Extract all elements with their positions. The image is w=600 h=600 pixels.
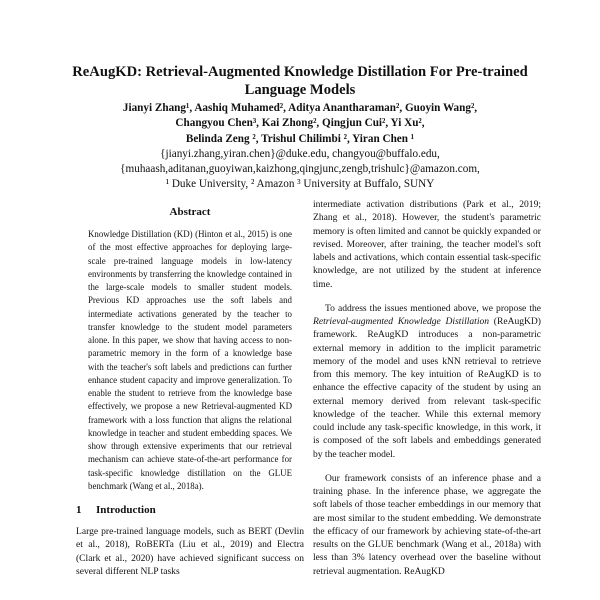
paper-title [40, 63, 560, 99]
author-line-2: Changyou Chen³, Kai Zhong², Qingjun Cui², Yi Xu², [175, 117, 425, 130]
abstract-heading: Abstract [169, 206, 211, 218]
section-1-heading [76, 503, 304, 517]
author-block [40, 101, 560, 193]
title-line-1: ReAugKD: Retrieval-Augmented Knowledge Distillation For Pre-trained [72, 64, 528, 80]
para2-rest: (ReAugKD) framework. ReAugKD introduces a non-parametric external memory in addition to the implicit parametric memory of the model and uses kNN retrieval to retrieve from this memory. The key intuition of ReAugKD is to enhance the effective capacity of the student by using an external memory derived from relevant task-specific knowledge of the teacher. While this external memory could include any task-specific knowledge, in this work, it is composed of the soft labels and embeddings generated by the teacher model. [313, 316, 541, 460]
para2-lead: To address the issues mentioned above, we propose the [325, 302, 541, 314]
framework-name: Retrieval-augmented Knowledge Distillation [313, 316, 490, 327]
abstract-text: Knowledge Distillation (KD) (Hinton et al., 2015) is one of the most effective approaches for deploying large-scale pre-trained language models in low-latency environments by transferring the knowledge contained in the large-scale models to smaller student models. Previous KD approaches use the soft labels and intermediate activations generated by the teacher to transfer knowledge to the student model parameters alone. In this paper, we show that having access to non-parametric memory in the form of a knowledge base with the teacher's soft labels and predictions can further enhance student capacity and improve generalization. To enable the student to retrieve from the knowledge base effectively, we propose a new Retrieval-augmented KD framework with a loss function that aligns the relational knowledge in teacher and student embedding spaces. We show through extensive experiments that our retrieval mechanism can achieve state-of-the-art performance for task-specific knowledge distillation on the GLUE benchmark (Wang et al., 2018a). [88, 229, 292, 491]
author-line-1: Jianyi Zhang¹, Aashiq Muhamed², Aditya Anantharaman², Guoyin Wang², [122, 102, 478, 114]
right-column [313, 198, 541, 589]
left-column [76, 198, 304, 578]
author-line-3: Belinda Zeng ², Trishul Chilimbi ², Yiran Chen ¹ [185, 132, 415, 145]
affiliations: ¹ Duke University, ² Amazon ³ University at Buffalo, SUNY [165, 178, 435, 191]
right-paragraph-2 [313, 302, 541, 461]
section-1-title: Introduction [96, 504, 156, 516]
right-paragraph-3: Our framework consists of an inference phase and a training phase. In the inference phase, we aggregate the soft labels of those teacher embeddings in our memory that are most similar to the student embedding. We demonstrate the efficacy of our framework by achieving state-of-the-art results on the GLUE benchmark (Wang et al., 2018a) with less than 3% latency overhead over the baseline without retrieval augmentation. ReAugKD [313, 472, 541, 577]
section-1-number: 1 [76, 504, 82, 516]
email-line-1: {jianyi.zhang,yiran.chen}@duke.edu, changyou@buffalo.edu, [160, 147, 440, 160]
right-paragraph-1: intermediate activation distributions (Park et al., 2019; Zhang et al., 2018). However, the student's parametric memory is often limited and cannot be quickly expanded or revised. Moreover, after training, the teacher model's soft labels and activations, which contain essential task-specific knowledge, are not utilized by the student at inference time. [313, 199, 541, 290]
title-line-2: Language Models [244, 82, 356, 98]
intro-paragraph: Large pre-trained language models, such as BERT (Devlin et al., 2018), RoBERTa (Liu et al., 2019) and Electra (Clark et al., 2020) have achieved significant success on several different NLP tasks [76, 526, 304, 577]
email-line-2: {muhaash,aditanan,guoyiwan,kaizhong,qingjunc,zengb,trishulc}@amazon.com, [120, 163, 480, 176]
